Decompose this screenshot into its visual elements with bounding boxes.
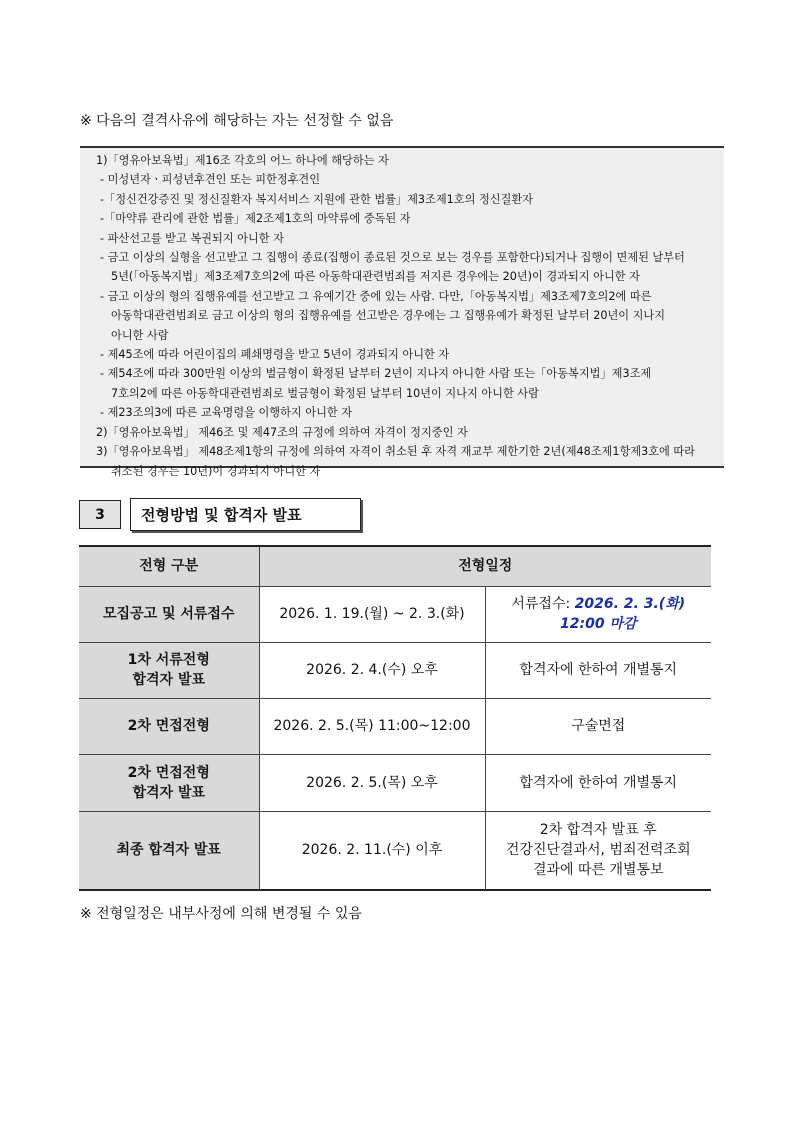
row-label: 모집공고 및 서류접수 [79,586,259,642]
disqualification-item: 아동학대관련범죄로 금고 이상의 형의 집행유예를 선고받은 경우에는 그 집행유예가 확정된 날부터 20년이 지나지 [111,309,666,323]
row-date: 2026. 2. 11.(수) 이후 [259,811,485,890]
table-row [79,811,711,890]
row-date: 2026. 2. 5.(목) 오후 [259,754,485,811]
disqualification-item: - 제23조의3에 따른 교육명령을 이행하지 아니한 자 [100,406,353,420]
schedule-change-notice: ※ 전형일정은 내부사정에 의해 변경될 수 있음 [80,906,362,922]
disqualification-item: - 미성년자ㆍ피성년후견인 또는 피한정후견인 [100,173,321,187]
row-note: 2차 합격자 발표 후 건강진단결과서, 범죄전력조회 결과에 따른 개별통보 [485,811,711,890]
row-note: 구술면접 [485,698,711,754]
disqualification-item: 7호의2에 따른 아동학대관련범죄로 벌금형이 확정된 날부터 10년이 지나지 아니한 사람 [111,386,539,400]
table-row [79,754,711,811]
table-row [79,586,711,642]
row-label: 2차 면접전형 합격자 발표 [79,754,259,811]
row-label: 1차 서류전형 합격자 발표 [79,642,259,698]
note-prefix: 서류접수: [511,596,575,612]
row-note: 합격자에 한하여 개별통지 [485,754,711,811]
disqualification-item: 취소된 경우는 10년)이 경과되지 아니한 자 [111,464,321,478]
disqualification-box [80,146,724,478]
header-category: 전형 구분 [79,546,259,586]
disqualification-item: - 금고 이상의 형의 집행유예를 선고받고 그 유예기간 중에 있는 사람. 다만,「아동복지법」제3조제7호의2에 따른 [100,289,652,303]
disqualification-item: 1)「영유아보육법」제16조 각호의 어느 하나에 해당하는 자 [96,154,389,167]
row-date: 2026. 2. 4.(수) 오후 [259,642,485,698]
disqualification-item: 5년(「아동복지법」제3조제7호의2에 따른 아동학대관련범죄를 저지른 경우에는 20년)이 경과되지 아니한 자 [111,270,640,284]
row-date: 2026. 1. 19.(월) ~ 2. 3.(화) [259,586,485,642]
disqualification-item: - 제45조에 따라 어린이집의 폐쇄명령을 받고 5년이 경과되지 아니한 자 [100,348,450,362]
row-note: 합격자에 한하여 개별통지 [485,642,711,698]
table-row [79,642,711,698]
table-header-row [79,546,711,586]
disqualification-item: -「정신건강증진 및 정신질환자 복지서비스 지원에 관한 법률」제3조제1호의 정신질환자 [100,192,533,206]
disqualification-item: 2)「영유아보육법」 제46조 및 제47조의 규정에 의하여 자격이 정지중인 자 [96,425,468,439]
row-date: 2026. 2. 5.(목) 11:00~12:00 [259,698,485,754]
section-number: 3 [79,500,121,529]
disqualification-notice: ※ 다음의 결격사유에 해당하는 자는 선정할 수 없음 [80,113,394,129]
table-row [79,698,711,754]
header-schedule: 전형일정 [259,546,711,586]
section-title: 전형방법 및 합격자 발표 [130,498,361,531]
disqualification-item: 3)「영유아보육법」 제48조제1항의 규정에 의하여 자격이 취소된 후 자격 재교부 제한기한 2년(제48조제1항제3호에 따라 [96,445,695,459]
schedule-table [79,545,711,891]
row-note [485,586,711,642]
deadline-emphasis: 2026. 2. 3.(화) 12:00 마감 [560,596,686,632]
row-label: 최종 합격자 발표 [79,811,259,890]
row-label: 2차 면접전형 [79,698,259,754]
disqualification-item: - 제54조에 따라 300만원 이상의 벌금형이 확정된 날부터 2년이 지나지 아니한 사람 또는「아동복지법」제3조제 [100,367,652,381]
disqualification-item: - 금고 이상의 실형을 선고받고 그 집행이 종료(집행이 종료된 것으로 보는 경우를 포함한다)되거나 집행이 면제된 날부터 [100,251,685,265]
disqualification-item: -「마약류 관리에 관한 법률」제2조제1호의 마약류에 중독된 자 [100,212,411,226]
disqualification-item: - 파산선고를 받고 복권되지 아니한 자 [100,231,284,245]
disqualification-item: 아니한 사람 [111,328,169,342]
